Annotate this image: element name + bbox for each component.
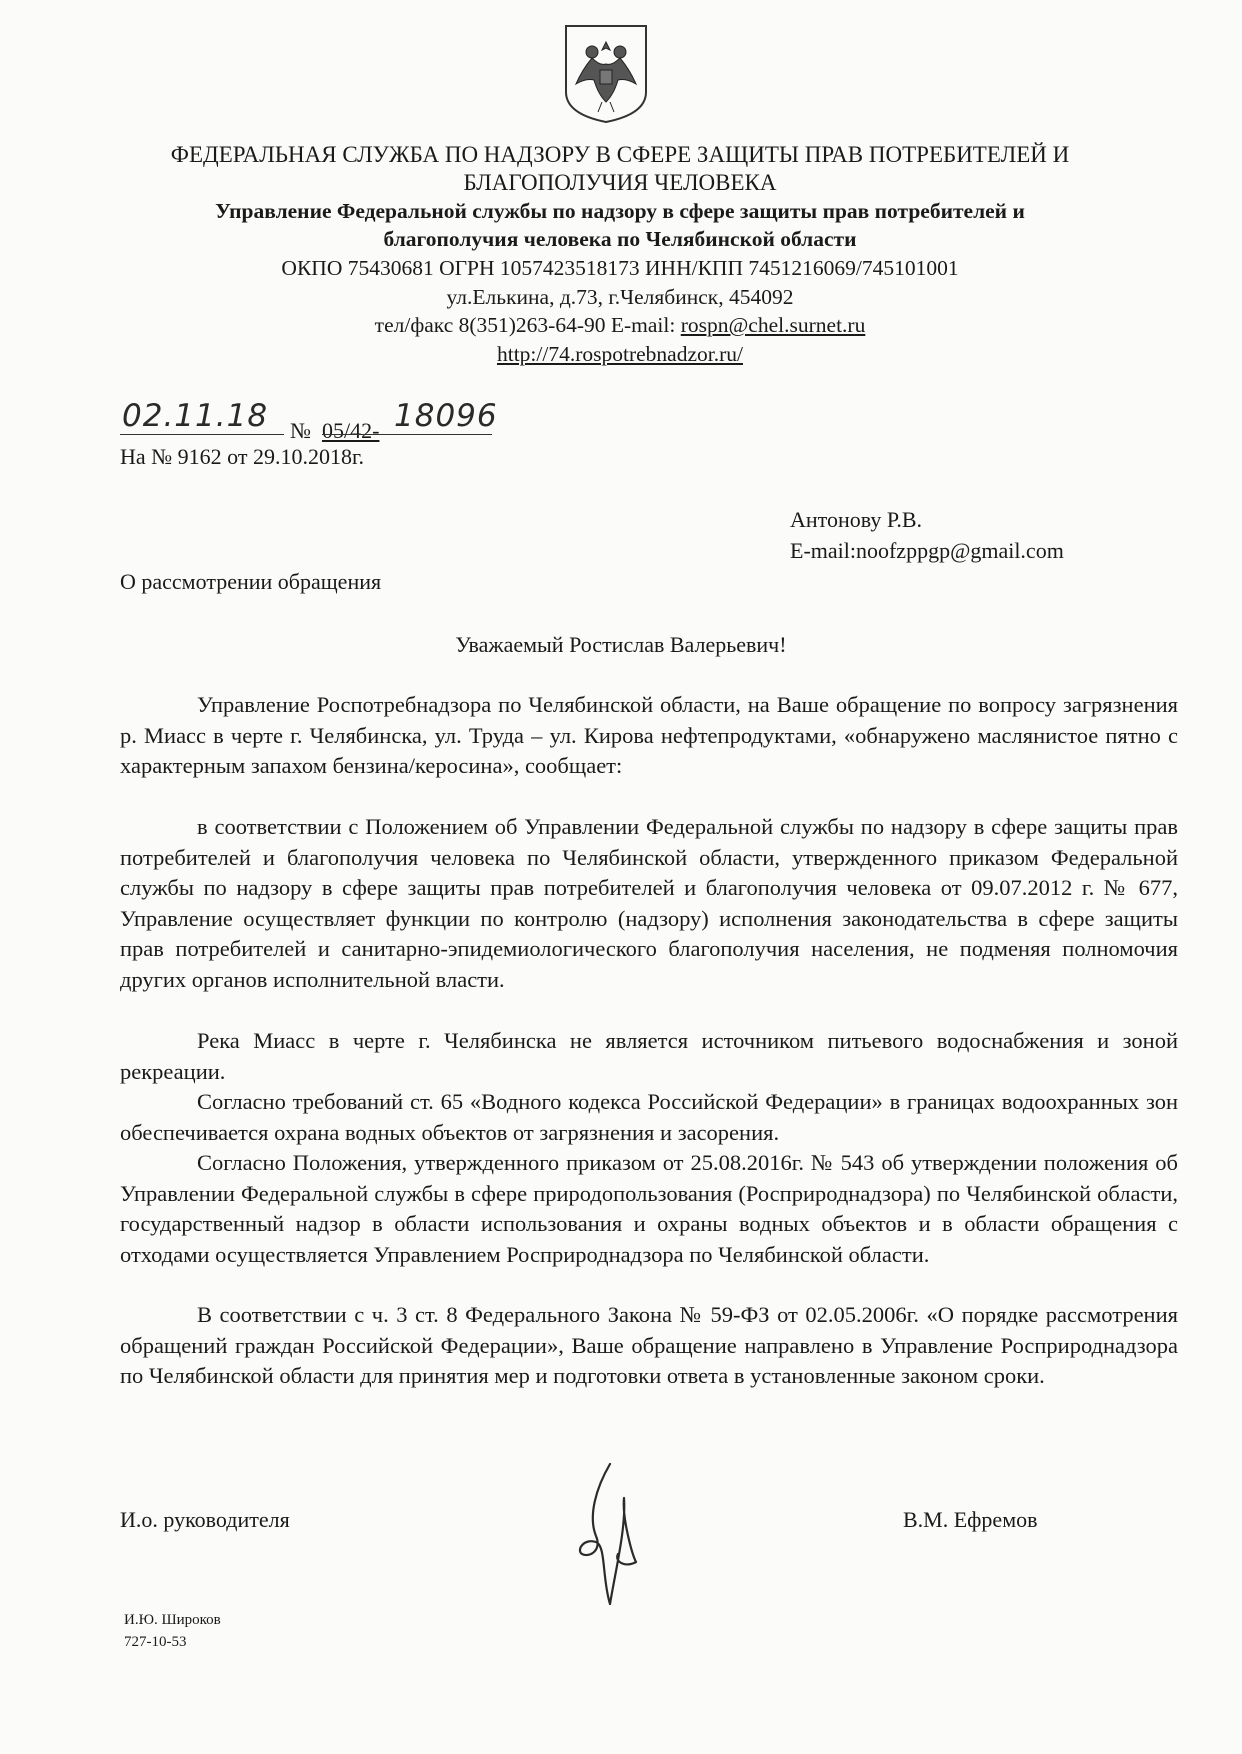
recipient-email: E-mail:noofzppgp@gmail.com xyxy=(790,538,1064,563)
handwritten-number: 18096 xyxy=(394,398,498,434)
website-link[interactable]: http://74.rospotrebnadzor.ru/ xyxy=(496,342,743,366)
reply-reference: На № 9162 от 29.10.2018г. xyxy=(120,444,365,469)
body-paragraph: Река Миасс в черте г. Челябинска не является источником питьевого водоснабжения и зоной рекреации. xyxy=(120,1028,1178,1084)
contact-line xyxy=(100,311,1140,340)
registration-codes: ОКПО 75430681 ОГРН 1057423518173 ИНН/КПП 7451216069/745101001 xyxy=(281,256,959,280)
office-name-line2: благополучия человека по Челябинской области xyxy=(383,227,857,251)
recipient-name: Антонову Р.В. xyxy=(790,507,923,532)
office-address: ул.Елькина, д.73, г.Челябинск, 454092 xyxy=(446,285,794,309)
date-underline xyxy=(120,434,284,435)
body-paragraph: в соответствии с Положением об Управлении Федеральной службы по надзору в сфере защиты прав потребителей и благополучия человека по Челябинской области, утвержденного приказом Федеральной службы по надзору в сфере защиты прав потребителей и благополучия человека от 09.07.2012 г. № 677, Управление осуществляет функции по контролю (надзору) исполнения законодательства в сфере защиты прав потребителей и санитарно-эпидемиологического благополучия населения, не подменяя полномочия других органов исполнительной власти. xyxy=(120,814,1178,992)
body-paragraph: Согласно Положения, утвержденного приказом от 25.08.2016г. № 543 об утверждении положения об Управлении Федеральной службы в сфере природопользования (Росприроднадзора) по Челябинской области, государственный надзор в области использования и охраны водных объектов и в области обращения с отходами осуществляется Управлением Росприроднадзора по Челябинской области. xyxy=(120,1150,1178,1267)
salutation: Уважаемый Ростислав Валерьевич! xyxy=(455,632,787,657)
phone-fax: тел/факс 8(351)263-64-90 E-mail: xyxy=(374,313,681,337)
agency-name-line2: БЛАГОПОЛУЧИЯ ЧЕЛОВЕКА xyxy=(463,170,777,195)
handwritten-signature xyxy=(566,1458,648,1608)
executor-name: И.Ю. Широков xyxy=(124,1612,221,1628)
agency-name-line1: ФЕДЕРАЛЬНАЯ СЛУЖБА ПО НАДЗОРУ В СФЕРЕ ЗАЩИТЫ ПРАВ ПОТРЕБИТЕЛЕЙ И xyxy=(170,142,1070,167)
outgoing-number-prefix: 05/42- xyxy=(322,418,380,443)
body-paragraph: Управление Роспотребнадзора по Челябинской области, на Ваше обращение по вопросу загрязнения р. Миасс в черте г. Челябинска, ул. Труда – ул. Кирова нефтепродуктами, «обнаружено маслянистое пятно с характерным запахом бензина/керосина», сообщает: xyxy=(120,692,1178,779)
body-paragraph: Согласно требований ст. 65 «Водного кодекса Российской Федерации» в границах водоохранных зон обеспечивается охрана водных объектов от загрязнения и засорения. xyxy=(120,1089,1178,1145)
signatory-name: В.М. Ефремов xyxy=(903,1507,1038,1532)
executor-phone: 727-10-53 xyxy=(124,1634,187,1650)
coat-of-arms-emblem xyxy=(562,22,650,126)
number-underline xyxy=(322,434,492,435)
handwritten-date: 02.11.18 xyxy=(122,398,269,434)
signatory-position: И.о. руководителя xyxy=(120,1507,290,1532)
body-paragraph: В соответствии с ч. 3 ст. 8 Федерального Закона № 59-ФЗ от 02.05.2006г. «О порядке рассмотрения обращений граждан Российской Федерации», Ваше обращение направлено в Управление Росприроднадзора по Челябинской области для принятия мер и подготовки ответа в установленные законом сроки. xyxy=(120,1302,1178,1389)
email-link[interactable]: rospn@chel.surnet.ru xyxy=(680,313,866,337)
office-name-line1: Управление Федеральной службы по надзору в сфере защиты прав потребителей и xyxy=(215,199,1025,223)
letter-subject: О рассмотрении обращения xyxy=(120,569,382,594)
number-sign: № xyxy=(290,418,311,443)
